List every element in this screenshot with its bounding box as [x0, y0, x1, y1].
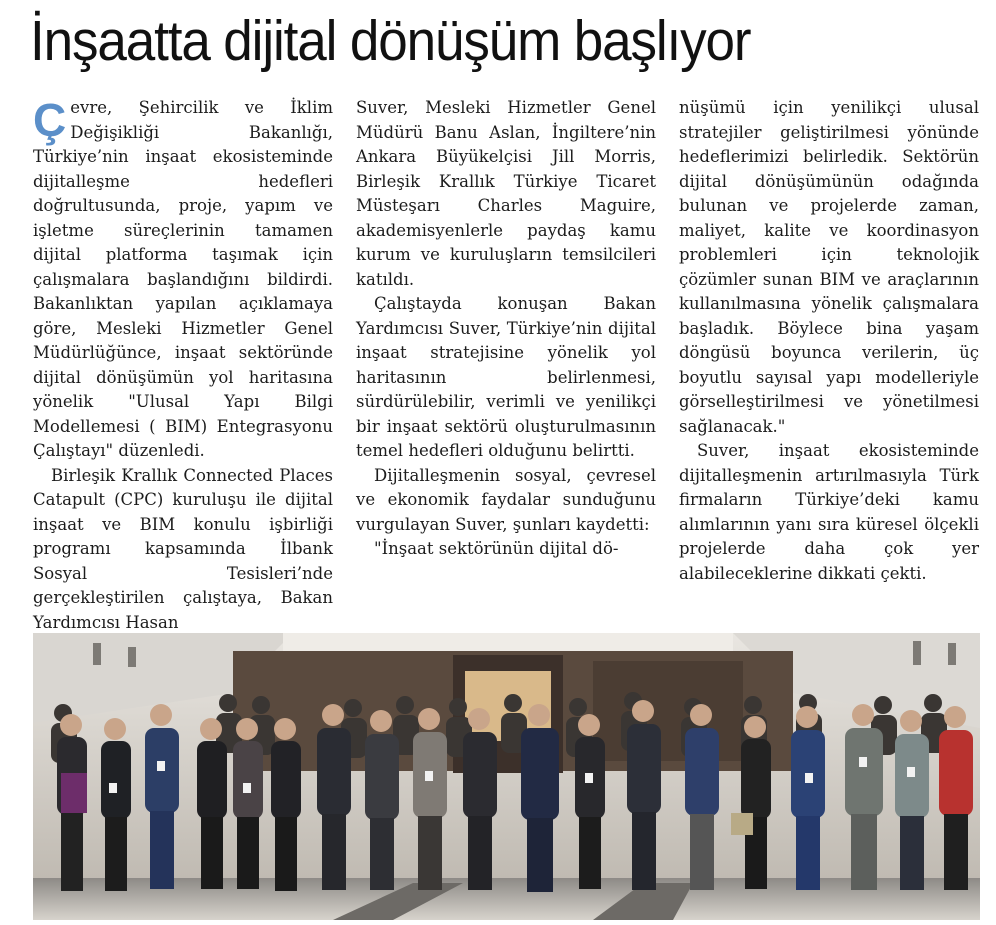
- paragraph-1: [33, 96, 333, 464]
- paragraph-2: Birleşik Krallık Connected Places Catapult (CPC) kuruluşu ile dijital inşaat ve BIM konulu işbirliği programı kapsamında İlbank Sosyal Tesisleri’nde gerçekleştirilen çalıştaya, Bakan Yardımcısı Hasan: [33, 465, 333, 632]
- group-photo-icon: [33, 633, 980, 920]
- paragraph-8: Suver, inşaat ekosisteminde dijitalleşmenin artırılmasıyla Türk firmaların Türkiye’deki kamu alımlarının yanı sıra küresel ölçekli projelerde daha çok yer alabileceklerine dikkati çekti.: [679, 441, 979, 583]
- paragraph-3: Suver, Mesleki Hizmetler Genel Müdürü Banu Aslan, İngiltere’nin Ankara Büyükelçisi Jill Morris, Birleşik Krallık Türkiye Ticaret Müsteşarı Charles Maguire, akademisyenlerle paydaş kamu kurum ve kuruluşların temsilcileri katıldı.: [356, 98, 656, 289]
- paragraph-4: Çalıştayda konuşan Bakan Yardımcısı Suver, Türkiye’nin dijital inşaat stratejisine yönelik yol haritasının belirlenmesi, sürdürülebilir, verimli ve yenilikçi bir inşaat sektörü oluşturulmasının temel hedefleri olduğunu belirtti.: [356, 294, 656, 460]
- article-column-3: [679, 96, 979, 586]
- paragraph-6: "İnşaat sektörünün dijital dö-: [374, 539, 619, 558]
- group-photo: [33, 633, 980, 920]
- paragraph-1-text: evre, Şehircilik ve İklim Değişikliği Bakanlığı, Türkiye’nin inşaat ekosisteminde dijitalleşme hedefleri doğrultusunda, proje, yapım ve işletme süreçlerinin tamamen dijital platforma taşımak için çalışmalara başlandığını bildirdi. Bakanlıktan yapılan açıklamaya göre, Mesleki Hizmetler Genel Müdürlüğünce, inşaat sektöründe dijital dönüşümün yol haritasına yönelik "Ulusal Yapı Bilgi Modellemesi ( BIM) Entegrasyonu Çalıştayı" düzenledi.: [33, 98, 333, 460]
- article-column-1: [33, 96, 333, 635]
- paragraph-5: Dijitalleşmenin sosyal, çevresel ve ekonomik faydalar sunduğunu vurgulayan Suver, şunları kaydetti:: [356, 465, 656, 534]
- article-column-2: [356, 96, 656, 562]
- drop-cap: Ç: [33, 94, 67, 146]
- headline: İnşaatta dijital dönüşüm başlıyor: [30, 9, 751, 73]
- paragraph-7: nüşümü için yenilikçi ulusal stratejiler geliştirilmesi yönünde hedeflerimizi belirledik. Sektörün dijital dönüşümünün odağında bulunan ve projelerde zaman, maliyet, kalite ve koordinasyon problemleri için teknolojik çözümler sunan BIM ve araçlarının kullanılmasına yönelik çalışmalara başladık. Böylece bina yaşam döngüsü boyunca verilerin, üç boyutlu sayısal yapı modelleriyle görselleştirilmesi ve yönetilmesi sağlanacak.": [679, 98, 979, 436]
